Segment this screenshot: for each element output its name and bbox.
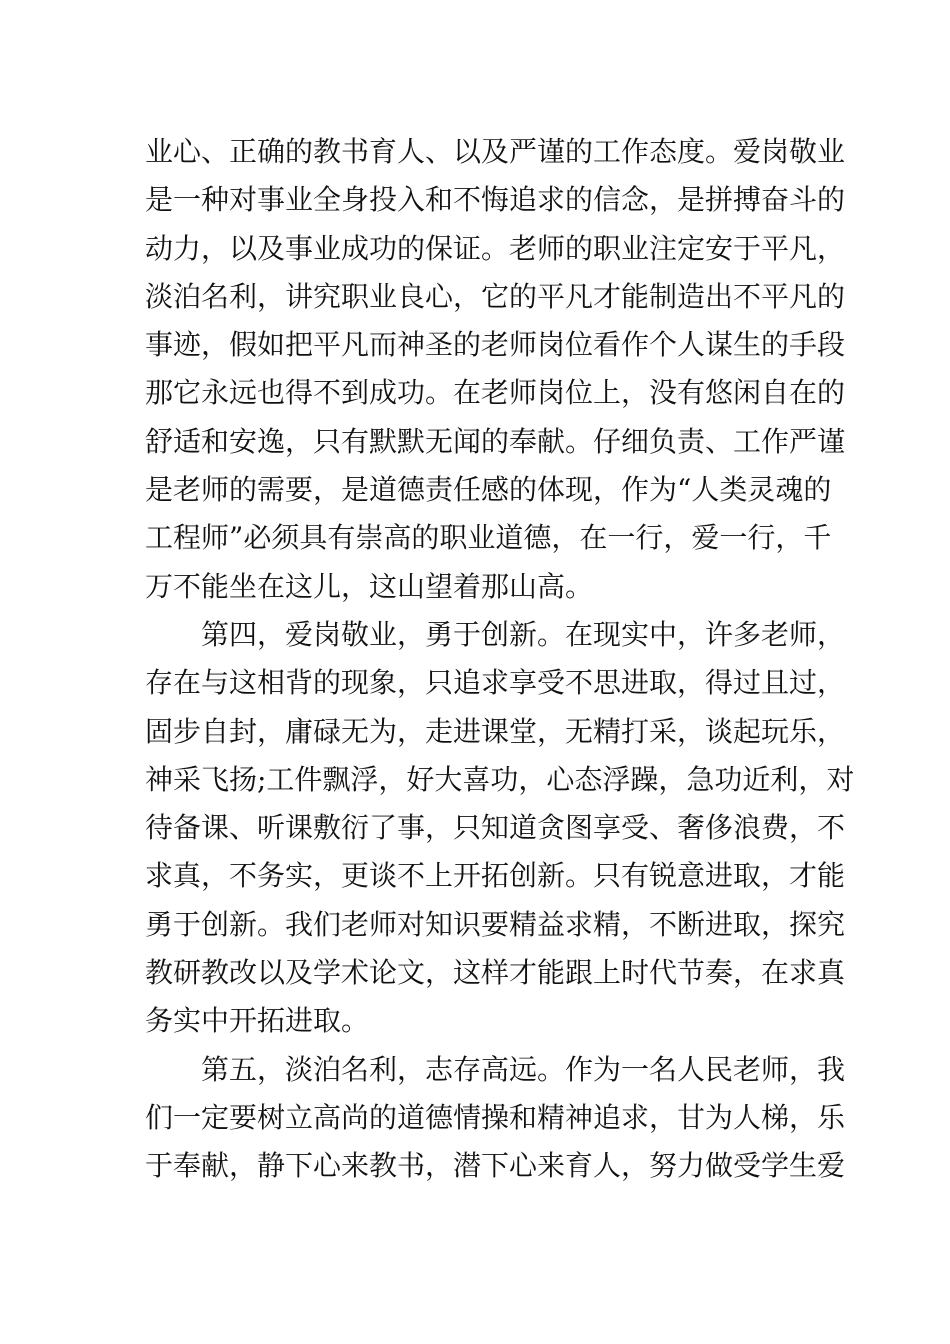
text-line: 淡泊名利，讲究职业良心，它的平凡才能制造出不平凡的 — [145, 279, 846, 313]
text-line: 万不能坐在这儿，这山望着那山高。 — [145, 569, 594, 603]
text-line: 教研教改以及学术论文，这样才能跟上时代节奏，在求真 — [145, 956, 846, 990]
text-line: 工程师”必须具有崇高的职业道德，在一行，爱一行，千 — [145, 521, 832, 555]
text-line: 求真，不务实，更谈不上开拓创新。只有锐意进取，才能 — [145, 859, 846, 893]
text-line: 动力，以及事业成功的保证。老师的职业注定安于平凡， — [145, 231, 846, 265]
text-line: 待备课、听课敷衍了事，只知道贪图享受、奢侈浪费，不 — [145, 811, 846, 845]
paragraph-start-line: 第五，淡泊名利，志存高远。作为一名人民老师，我 — [145, 1052, 846, 1086]
text-line: 固步自封，庸碌无为，走进课堂，无精打采，谈起玩乐， — [145, 714, 846, 748]
text-line: 那它永远也得不到成功。在老师岗位上，没有悠闲自在的 — [145, 376, 846, 410]
text-line: 是老师的需要，是道德责任感的体现，作为“人类灵魂的 — [145, 473, 832, 507]
paragraph-start-line: 第四，爱岗敬业，勇于创新。在现实中，许多老师， — [145, 617, 846, 651]
text-line: 勇于创新。我们老师对知识要精益求精，不断进取，探究 — [145, 907, 846, 941]
text-line: 舒适和安逸，只有默默无闻的奉献。仔细负责、工作严谨 — [145, 424, 846, 458]
text-line: 是一种对事业全身投入和不悔追求的信念，是拼搏奋斗的 — [145, 183, 846, 217]
text-line: 业心、正确的教书育人、以及严谨的工作态度。爱岗敬业 — [145, 135, 846, 168]
text-line: 于奉献，静下心来教书，潜下心来育人，努力做受学生爱 — [145, 1149, 846, 1183]
text-line: 神采飞扬;工件飘浮，好大喜功，心态浮躁，急功近利，对 — [145, 762, 855, 796]
text-line: 务实中开拓进取。 — [145, 1004, 370, 1038]
text-line: 存在与这相背的现象，只追求享受不思进取，得过且过， — [145, 666, 846, 700]
text-line: 们一定要树立高尚的道德情操和精神追求，甘为人梯，乐 — [145, 1100, 846, 1134]
text-line: 事迹，假如把平凡而神圣的老师岗位看作个人谋生的手段 — [145, 328, 846, 362]
body-text — [145, 128, 855, 1191]
